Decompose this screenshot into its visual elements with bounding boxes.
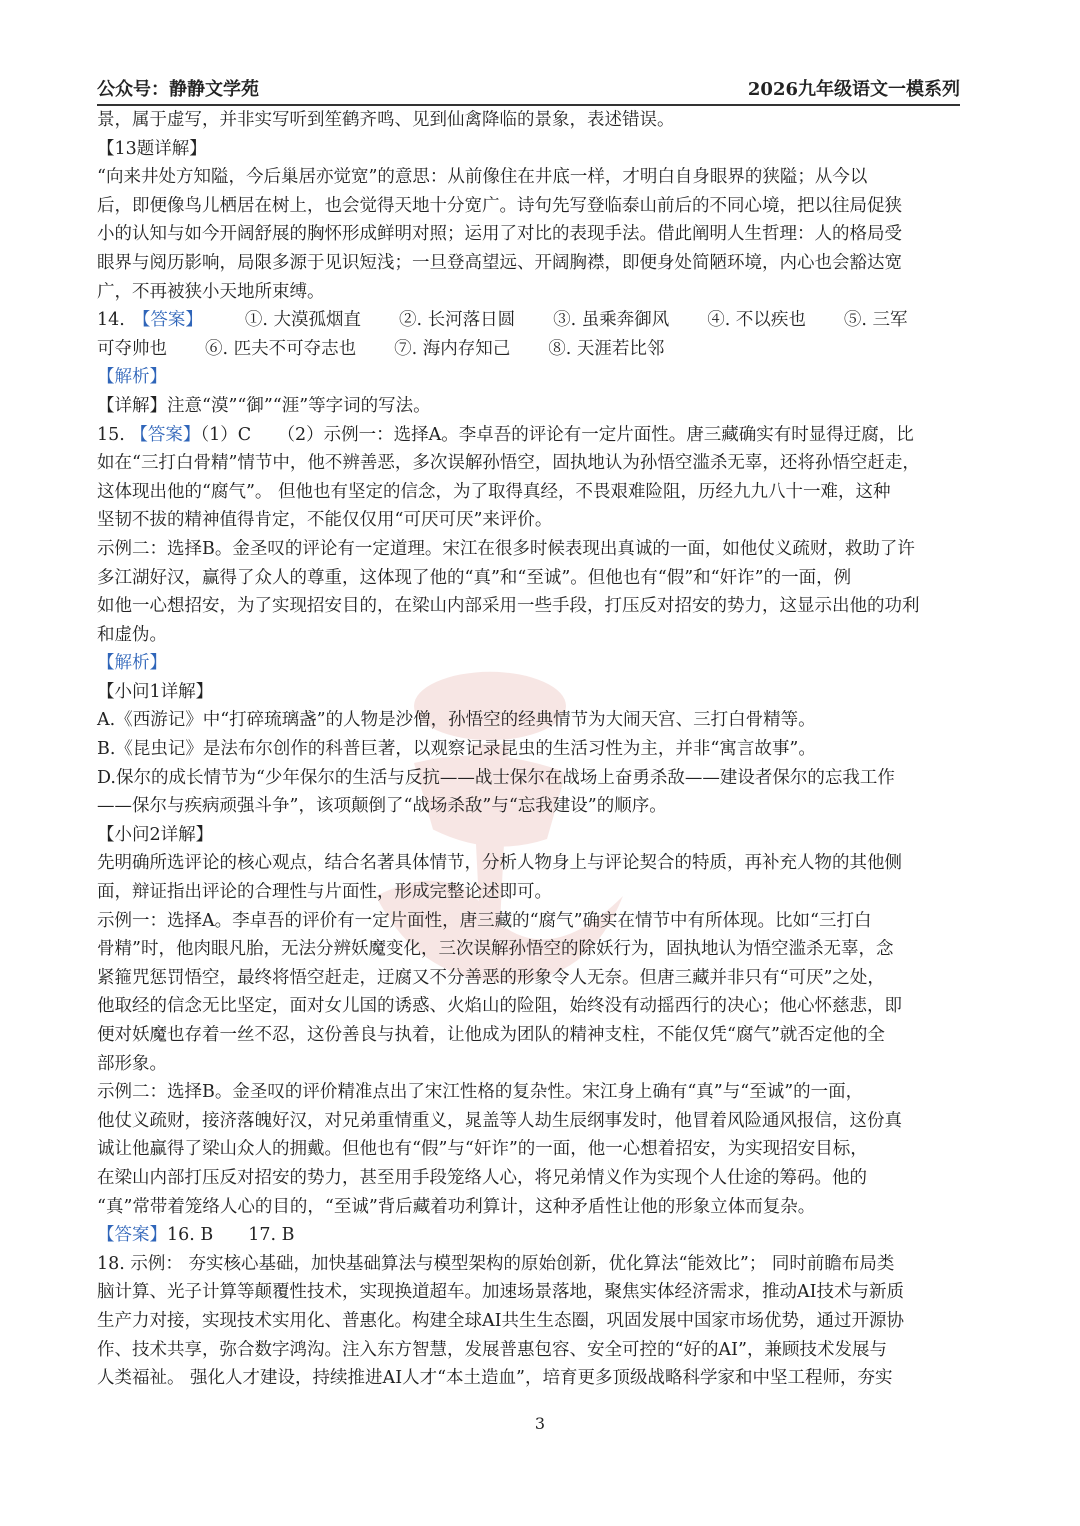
text-line: 景，属于虚写，并非实写听到笙鹤齐鸣、见到仙禽降临的景象，表述错误。 [97,110,675,130]
text-line: B.《昆虫记》是法布尔创作的科普巨著，以观察记录昆虫的生活习性为主，并非“寓言故事”。 [97,739,816,760]
answer-tag: 【答案】 [130,424,201,445]
text-line: 生产力对接，实现技术实用化、普惠化。构建全球AI共生生态圈，巩固发展中国家市场优势，通过开源协 [97,1310,905,1331]
answer-item: ⑦. 海内存知己 [394,338,511,359]
text-line: 示例一：选择A。李卓吾的评价有一定片面性，唐三藏的“腐气”确实在情节中有所体现。比如“三打白 [97,910,872,931]
text-line: 骨精”时，他肉眼凡胎，无法分辨妖魔变化，三次误解孙悟空的除妖行为，固执地认为悟空滥杀无辜，念 [97,939,894,960]
answer-tag: 【答案】 [132,310,203,331]
text-line: 他仗义疏财，接济落魄好汉，对兄弟重情重义，晁盖等人劫生辰纲事发时，他冒着风险通风报信，这份真 [97,1110,902,1131]
answer-item: ④. 不以疾也 [707,310,806,331]
page-number: 3 [534,1414,546,1433]
header-account-name: 公众号：静静文学苑 [97,79,259,100]
answer-item: ③. 虽乘奔御风 [553,310,670,331]
answer-text: （1）C （2）示例一：选择A。李卓吾的评论有一定片面性。唐三藏确实有时显得迂腐，比 [200,424,914,445]
answers-16-17 [97,1221,983,1250]
text-line: 小的认知与如今开阔舒展的胸怀形成鲜明对照；运用了对比的表现手法。借此阐明人生哲理：人的格局受 [97,224,902,245]
analysis-tag: 【解析】 [97,367,167,388]
section-heading: 【小问1详解】 [97,681,214,702]
text-line: 诚让他赢得了梁山众人的拥戴。但他也有“假”与“奸诈”的一面，他一心想着招安，为实现招安目标， [97,1139,868,1160]
text-line: 先明确所选评论的核心观点，结合名著具体情节，分析人物身上与评论契合的特质，再补充人物的其他侧 [97,853,902,874]
text-line: 广，不再被狭小天地所束缚。 [97,281,325,302]
text-line: A.《西游记》中“打碎琉璃盏”的人物是沙僧，孙悟空的经典情节为大闹天宫、三打白骨精等。 [97,710,816,731]
question-14-answer-row [97,306,983,335]
text-line: 【详解】注意“漠”“御”“涯”等字词的写法。 [97,395,431,416]
text-line: “真”常带着笼络人心的目的，“至诚”背后藏着功利算计，这种矛盾性让他的形象立体而复杂。 [97,1196,816,1217]
text-line: 如他一心想招安，为了实现招安目的，在梁山内部采用一些手段，打压反对招安的势力，这显示出他的功利 [97,596,920,617]
text-line: 示例二：选择B。金圣叹的评价精准点出了宋江性格的复杂性。宋江身上确有“真”与“至诚”的一面， [97,1082,864,1103]
question-15-answer [97,421,983,450]
section-heading: 【小问2详解】 [97,824,214,845]
question-number: 15. [97,424,125,445]
section-heading: 【13题详解】 [97,138,207,159]
text-line: D.保尔的成长情节为“少年保尔的生活与反抗——战士保尔在战场上奋勇杀敌——建设者保尔的忘我工作 [97,767,895,788]
text-line: 作、技术共享，弥合数字鸿沟。注入东方智慧，发展普惠包容、安全可控的“好的AI”，兼顾技术发展与 [97,1339,887,1360]
text-line: 18. 示例： 夯实核心基础，加快基础算法与模型架构的原始创新，优化算法“能效比”； 同时前瞻布局类 [97,1253,895,1274]
text-line: 他取经的信念无比坚定，面对女儿国的诱惑、火焰山的险阻，始终没有动摇西行的决心；他心怀慈悲，即 [97,996,902,1017]
text-line: 眼界与阅历影响，局限多源于见识短浅；一旦登高望远、开阔胸襟，即便身处简陋环境，内心也会豁达宽 [97,252,902,273]
text-line: 和虚伪。 [97,624,167,645]
answer-item: ⑧. 天涯若比邻 [548,338,665,359]
text-line: ——保尔与疾病顽强斗争”，该项颠倒了“战场杀敌”与“忘我建设”的顺序。 [97,796,667,817]
answer-item: ②. 长河落日圆 [398,310,516,331]
text-line: 紧箍咒惩罚悟空，最终将悟空赶走，迂腐又不分善恶的形象令人无奈。但唐三藏并非只有“可厌”之处， [97,967,885,988]
text-line: 坚韧不拔的精神值得肯定，不能仅仅用“可厌可厌”来评价。 [97,510,553,531]
page-header [97,78,960,106]
answer-content [97,106,983,1393]
text-line: 脑计算、光子计算等颠覆性技术，实现换道超车。加速场景落地，聚焦实体经济需求，推动AI技术与新质 [97,1282,905,1303]
text-line: 部形象。 [97,1053,167,1074]
text-line: 人类福祉。 强化人才建设，持续推进AI人才“本土造血”，培育更多顶级战略科学家和中坚工程师，夯实 [97,1368,893,1389]
answer-item: 可夺帅也 [97,338,167,359]
header-series-title: 2026九年级语文一模系列 [747,79,960,100]
question-number: 14. [97,310,125,331]
text-line: 这体现出他的“腐气”。 但他也有坚定的信念，为了取得真经，不畏艰难险阻，历经九九八十一难，这种 [97,481,891,502]
answer-item: ⑤. 三军 [843,310,908,331]
text-line: 便对妖魔也存着一丝不忍，这份善良与执着，让他成为团队的精神支柱，不能仅凭“腐气”就否定他的全 [97,1025,885,1045]
answer-item: ⑥. 匹夫不可夺志也 [205,338,357,359]
text-line: 面，辩证指出评论的合理性与片面性，形成完整论述即可。 [97,882,552,903]
text-line: 示例二：选择B。金圣叹的评论有一定道理。宋江在很多时候表现出真诚的一面，如他仗义疏财，救助了许 [97,538,915,559]
text-line: 后，即便像鸟儿栖居在树上，也会觉得天地十分宽广。诗句先写登临泰山前后的不同心境，把以往局促狭 [97,195,902,216]
text-line: 在梁山内部打压反对招安的势力，甚至用手段笼络人心，将兄弟情义作为实现个人仕途的筹码。他的 [97,1167,867,1188]
analysis-tag: 【解析】 [97,653,167,674]
text-line: 如在“三打白骨精”情节中，他不辨善恶，多次误解孙悟空，固执地认为孙悟空滥杀无辜，还将孙悟空赶走， [97,453,920,474]
answer-tag: 【答案】 [97,1225,167,1246]
text-line: 多江湖好汉，赢得了众人的尊重，这体现了他的“真”和“至诚”。但他也有“假”和“奸诈”的一面，例 [97,567,852,588]
answer-item: ①. 大漠孤烟直 [244,310,361,331]
question-14-answer-row-2 [97,335,983,364]
answer-text: 16. B 17. B [167,1225,295,1246]
text-line: “向来井处方知隘，今后巢居亦觉宽”的意思：从前像住在井底一样，才明白自身眼界的狭隘；从今以 [97,167,868,188]
